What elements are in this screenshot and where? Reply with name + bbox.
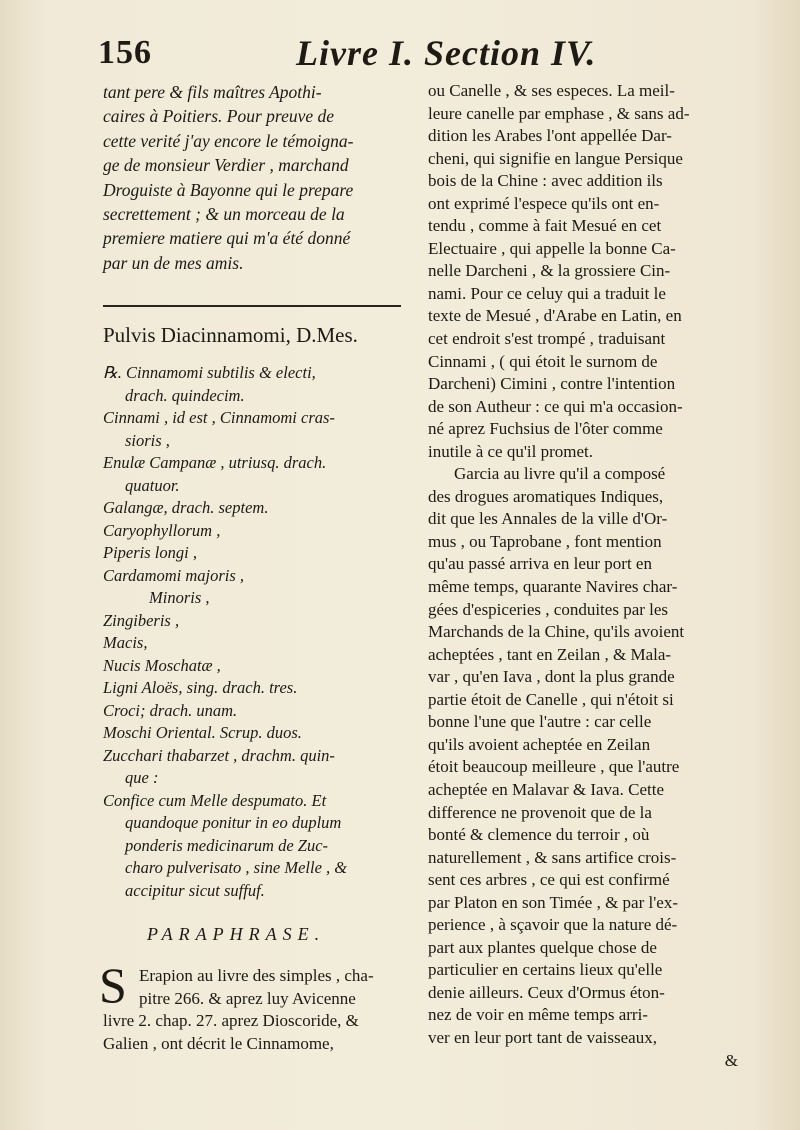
text-line: acheptées , tant en Zeilan , & Mala-	[428, 644, 672, 664]
text-line: Marchands de la Chine, qu'ils avoient	[428, 622, 685, 642]
right-paragraph-2	[428, 463, 738, 1072]
recipe-line: Moschi Oriental. Scrup. duos.	[103, 723, 302, 743]
recipe-line: Galangæ, drach. septem.	[103, 498, 269, 518]
text-line: particulier en certains lieux qu'elle	[428, 960, 663, 980]
text-line: Garcia au livre qu'il a composé	[454, 464, 666, 484]
text-line: dition les Arabes l'ont appellée Dar-	[428, 126, 672, 146]
recipe-line: Enulæ Campanæ , utriusq. drach.	[103, 453, 327, 473]
right-column	[428, 80, 738, 1072]
page-number: 156	[98, 34, 152, 71]
text-line: par Platon en son Timée , & par l'ex-	[428, 892, 679, 912]
paraphrase-paragraph	[99, 957, 403, 1055]
intro-paragraph	[103, 80, 403, 275]
text-line: caires à Poitiers. Pour preuve de	[103, 106, 335, 127]
text-line: Erapion au livre des simples , cha-	[139, 966, 374, 986]
text-line: cheni, qui signifie en langue Persique	[428, 148, 683, 168]
text-line: ver en leur port tant de vaisseaux,	[428, 1027, 657, 1047]
section-divider	[103, 305, 401, 307]
recipe-line: Macis,	[103, 633, 148, 653]
text-line: ont exprimé l'espece qu'ils ont en-	[428, 193, 660, 213]
text-line: partie étoit de Canelle , qui n'étoit si	[428, 689, 674, 709]
text-line: qu'ils avoient acheptée en Zeilan	[428, 734, 651, 754]
text-line: texte de Mesué , d'Arabe en Latin, en	[428, 306, 682, 326]
recipe-line: Minoris ,	[149, 588, 210, 608]
text-line: sent ces arbres , ce qui est confirmé	[428, 870, 670, 890]
text-line: livre 2. chap. 27. aprez Dioscoride, &	[103, 1011, 359, 1031]
text-line: nami. Pour ce celuy qui a traduit le	[428, 283, 666, 303]
right-paragraph-1	[428, 80, 738, 463]
recipe-line: Piperis longi ,	[103, 543, 197, 563]
recipe-list	[103, 362, 403, 902]
recipe-line: Zucchari thabarzet , drachm. quin-	[103, 745, 335, 765]
recipe-line: Confice cum Melle despumato. Et	[103, 790, 327, 810]
recipe-title: Pulvis Diacinnamomi, D.Mes.	[103, 323, 358, 348]
recipe-line: accipitur sicut suffuf.	[125, 880, 265, 900]
text-line: acheptée en Malavar & Iava. Cette	[428, 779, 664, 799]
text-line: denie ailleurs. Ceux d'Ormus éton-	[428, 982, 665, 1002]
text-line: nelle Darcheni , & la grossiere Cin-	[428, 261, 671, 281]
text-line: Galien , ont décrit le Cinnamome,	[103, 1034, 334, 1054]
catchword: &	[724, 1050, 738, 1070]
recipe-line: Cinnami , id est , Cinnamomi cras-	[103, 408, 335, 428]
text-line: Darcheni) Cimini , contre l'intention	[428, 374, 676, 394]
text-line: gées d'espiceries , conduites par les	[428, 599, 669, 619]
text-line: bois de la Chine : avec addition ils	[428, 171, 663, 191]
text-line: inutile à ce qu'il promet.	[428, 441, 593, 461]
text-line: par un de mes amis.	[103, 252, 244, 273]
text-line: étoit beaucoup meilleure , que l'autre	[428, 757, 680, 777]
text-line: cet endroit s'est trompé , traduisant	[428, 329, 666, 349]
recipe-line: ℞. Cinnamomi subtilis & electi,	[103, 363, 316, 383]
left-column	[99, 80, 403, 1056]
text-line: leure canelle par emphase , & sans ad-	[428, 103, 690, 123]
text-line: bonne l'une que l'autre : car celle	[428, 712, 652, 732]
text-line: var , qu'en Iava , dont la plus grande	[428, 667, 675, 687]
text-line: cette verité j'ay encore le témoigna-	[103, 130, 354, 151]
text-line: des drogues aromatiques Indiques,	[428, 486, 664, 506]
recipe-line: Zingiberis ,	[103, 610, 180, 630]
text-line: qu'au passé arriva en leur port en	[428, 554, 652, 574]
text-line: même temps, quarante Navires char-	[428, 577, 678, 597]
text-line: Droguiste à Bayonne qui le prepare	[103, 179, 354, 200]
text-line: perience , à sçavoir que la nature dé-	[428, 915, 678, 935]
text-line: naturellement , & sans artifice crois-	[428, 847, 677, 867]
text-line: de son Autheur : ce qui m'a occasion-	[428, 396, 683, 416]
text-line: tant pere & fils maîtres Apothi-	[103, 82, 322, 102]
page-header	[98, 28, 738, 78]
recipe-line: Ligni Aloës, sing. drach. tres.	[103, 678, 298, 698]
recipe-line: charo pulverisato , sine Melle , &	[125, 858, 348, 878]
recipe-line: Cardamomi majoris ,	[103, 565, 245, 585]
text-line: tendu , comme à fait Mesué en cet	[428, 216, 662, 236]
text-line: secrettement ; & un morceau de la	[103, 204, 345, 225]
recipe-line: quatuor.	[125, 475, 180, 495]
text-line: Cinnami , ( qui étoit le surnom de	[428, 351, 658, 371]
recipe-line: Caryophyllorum ,	[103, 520, 221, 540]
drop-cap: S	[99, 957, 127, 1014]
text-line: ge de monsieur Verdier , marchand	[103, 155, 349, 176]
text-line: bonté & clemence du terroir , où	[428, 825, 650, 845]
text-line: mus , ou Taprobane , font mention	[428, 531, 662, 551]
recipe-line: quandoque ponitur in eo duplum	[125, 813, 342, 833]
text-line: part aux plantes quelque chose de	[428, 937, 657, 957]
text-line: difference ne provenoit que de la	[428, 802, 652, 822]
recipe-line: Croci; drach. unam.	[103, 700, 238, 720]
text-line: pitre 266. & aprez luy Avicenne	[139, 988, 356, 1008]
text-line: dit que les Annales de la ville d'Or-	[428, 509, 668, 529]
recipe-line: ponderis medicinarum de Zuc-	[125, 835, 329, 855]
recipe-line: sioris ,	[125, 430, 170, 450]
text-line: Electuaire , qui appelle la bonne Ca-	[428, 238, 676, 258]
paraphrase-heading: PARAPHRASE.	[147, 924, 326, 945]
text-line: ou Canelle , & ses especes. La meil-	[428, 81, 675, 100]
recipe-line: que :	[125, 768, 159, 788]
text-line: nez de voir en même temps arri-	[428, 1005, 648, 1025]
running-head: Livre I. Section IV.	[296, 33, 597, 73]
text-line: né aprez Fuchsius de l'ôter comme	[428, 419, 663, 439]
recipe-line: drach. quindecim.	[125, 385, 245, 405]
recipe-line: Nucis Moschatæ ,	[103, 655, 221, 675]
text-line: premiere matiere qui m'a été donné	[103, 228, 351, 249]
